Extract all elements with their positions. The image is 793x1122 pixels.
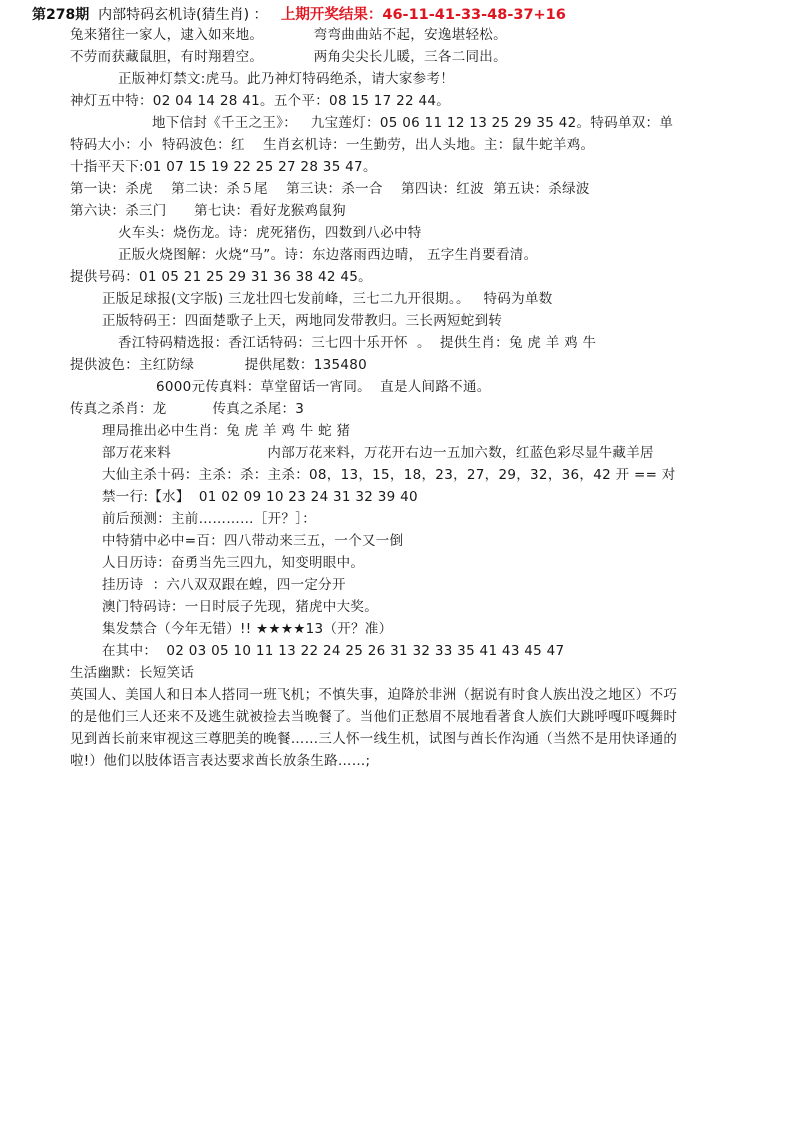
document-title: 内部特码玄机诗(猜生肖) ： xyxy=(98,7,268,23)
text-line-29: 在其中： 02 03 05 10 11 13 22 24 25 26 31 32 33 35 41 43 45 47 xyxy=(102,643,565,659)
text-line-4: 神灯五中特：02 04 14 28 41。五个平：08 15 17 22 44。 xyxy=(70,93,451,109)
text-line-20: 部万花来料 内部万花来料，万花开右边一五加六数，红蓝色彩尽显牛藏羊居 xyxy=(102,445,654,461)
text-line-28: 集发禁合（今年无错）!! ★★★★13（开？准） xyxy=(102,621,393,637)
text-line-25: 人日历诗：奋勇当先三四九，知变明眼中。 xyxy=(102,555,365,571)
text-line-12: 提供号码：01 05 21 25 29 31 36 38 42 45。 xyxy=(70,269,372,285)
text-line-31: 英国人、美国人和日本人搭同一班飞机；不慎失事，迫降於非洲（据说有时食人族出没之地区）不巧 xyxy=(70,687,678,703)
text-line-11: 正版火烧图解：火烧“马”。诗：东边落雨西边晴， 五字生肖要看清。 xyxy=(118,247,538,263)
text-line-22: 禁一行:【水】 01 02 09 10 23 24 31 32 39 40 xyxy=(102,489,418,505)
issue-number: 第278期 xyxy=(32,7,90,23)
text-line-7: 十指平天下:01 07 15 19 22 25 27 28 35 47。 xyxy=(70,159,377,175)
text-line-18: 传真之杀肖：龙 传真之杀尾：3 xyxy=(70,401,305,417)
text-line-21: 大仙主杀十码：主杀：杀：主杀：08，13，15，18，23，27，29，32，36，42 开 == 对 xyxy=(102,467,676,483)
text-line-27: 澳门特码诗：一日时辰子先现，猪虎中大奖。 xyxy=(102,599,378,615)
text-line-16: 提供波色：主红防绿 提供尾数：135480 xyxy=(70,357,368,373)
text-line-19: 理局推出必中生肖：兔 虎 羊 鸡 牛 蛇 猪 xyxy=(102,423,351,439)
last-result-label: 上期开奖结果： xyxy=(280,7,383,23)
header-line xyxy=(32,6,566,24)
text-line-32: 的是他们三人还来不及逃生就被捡去当晚餐了。当他们正愁眉不展地看著食人族们大跳呼嘎吓嘎舞时 xyxy=(70,709,678,725)
last-result-value: 46-11-41-33-48-37+16 xyxy=(382,7,566,23)
text-line-8: 第一诀：杀虎 第二诀：杀５尾 第三诀：杀一合 第四诀：红波 第五诀：杀绿波 xyxy=(70,181,590,197)
text-line-26: 挂历诗 ：六八双双跟在蝗，四一定分开 xyxy=(102,577,346,593)
text-line-9: 第六诀：杀三门 第七诀：看好龙猴鸡鼠狗 xyxy=(70,203,346,219)
text-line-14: 正版特码王：四面楚歌子上天，两地同发带教归。三长两短蛇到转 xyxy=(102,313,503,329)
text-line-5: 地下信封《千王之王》： 九宝莲灯：05 06 11 12 13 25 29 35 42。特码单双：单 xyxy=(152,115,674,131)
text-line-1: 兔来猪往一家人，逮入如来地。 弯弯曲曲站不起，安逸堪轻松。 xyxy=(70,27,507,43)
text-line-6: 特码大小：小 特码波色：红 生肖玄机诗：一生勤劳，出人头地。主：鼠牛蛇羊鸡。 xyxy=(70,137,595,153)
text-line-24: 中特猜中必中=百：四八带动来三五，一个又一倒 xyxy=(102,533,404,549)
text-line-3: 正版神灯禁文:虎马。此乃神灯特码绝杀，请大家参考！ xyxy=(118,71,455,87)
text-line-30: 生活幽默：长短笑话 xyxy=(70,665,195,681)
text-line-10: 火车头：烧伤龙。诗：虎死猪伤，四数到八必中特 xyxy=(118,225,422,241)
text-line-23: 前后预测：主前…………［开？］： xyxy=(102,511,317,527)
text-line-17: 6000元传真料：草堂留话一宵同。 直是人间路不通。 xyxy=(156,379,491,395)
text-line-13: 正版足球报(文字版) 三龙壮四七发前峰，三七二九开很期。。 特码为单数 xyxy=(102,291,553,307)
text-line-2: 不劳而获藏鼠胆，有时翔碧空。 两角尖尖长儿暖，三各二同出。 xyxy=(70,49,507,65)
text-line-34: 啦!）他们以肢体语言表达要求酋长放条生路……; xyxy=(70,753,371,769)
text-line-33: 见到酋长前来审视这三尊肥美的晚餐……三人怀一线生机，试图与酋长作沟通（当然不是用快译通的 xyxy=(70,731,678,747)
text-line-15: 香江特码精选报：香江话特码：三七四十乐开怀 。 提供生肖：兔 虎 羊 鸡 牛 xyxy=(118,335,597,351)
